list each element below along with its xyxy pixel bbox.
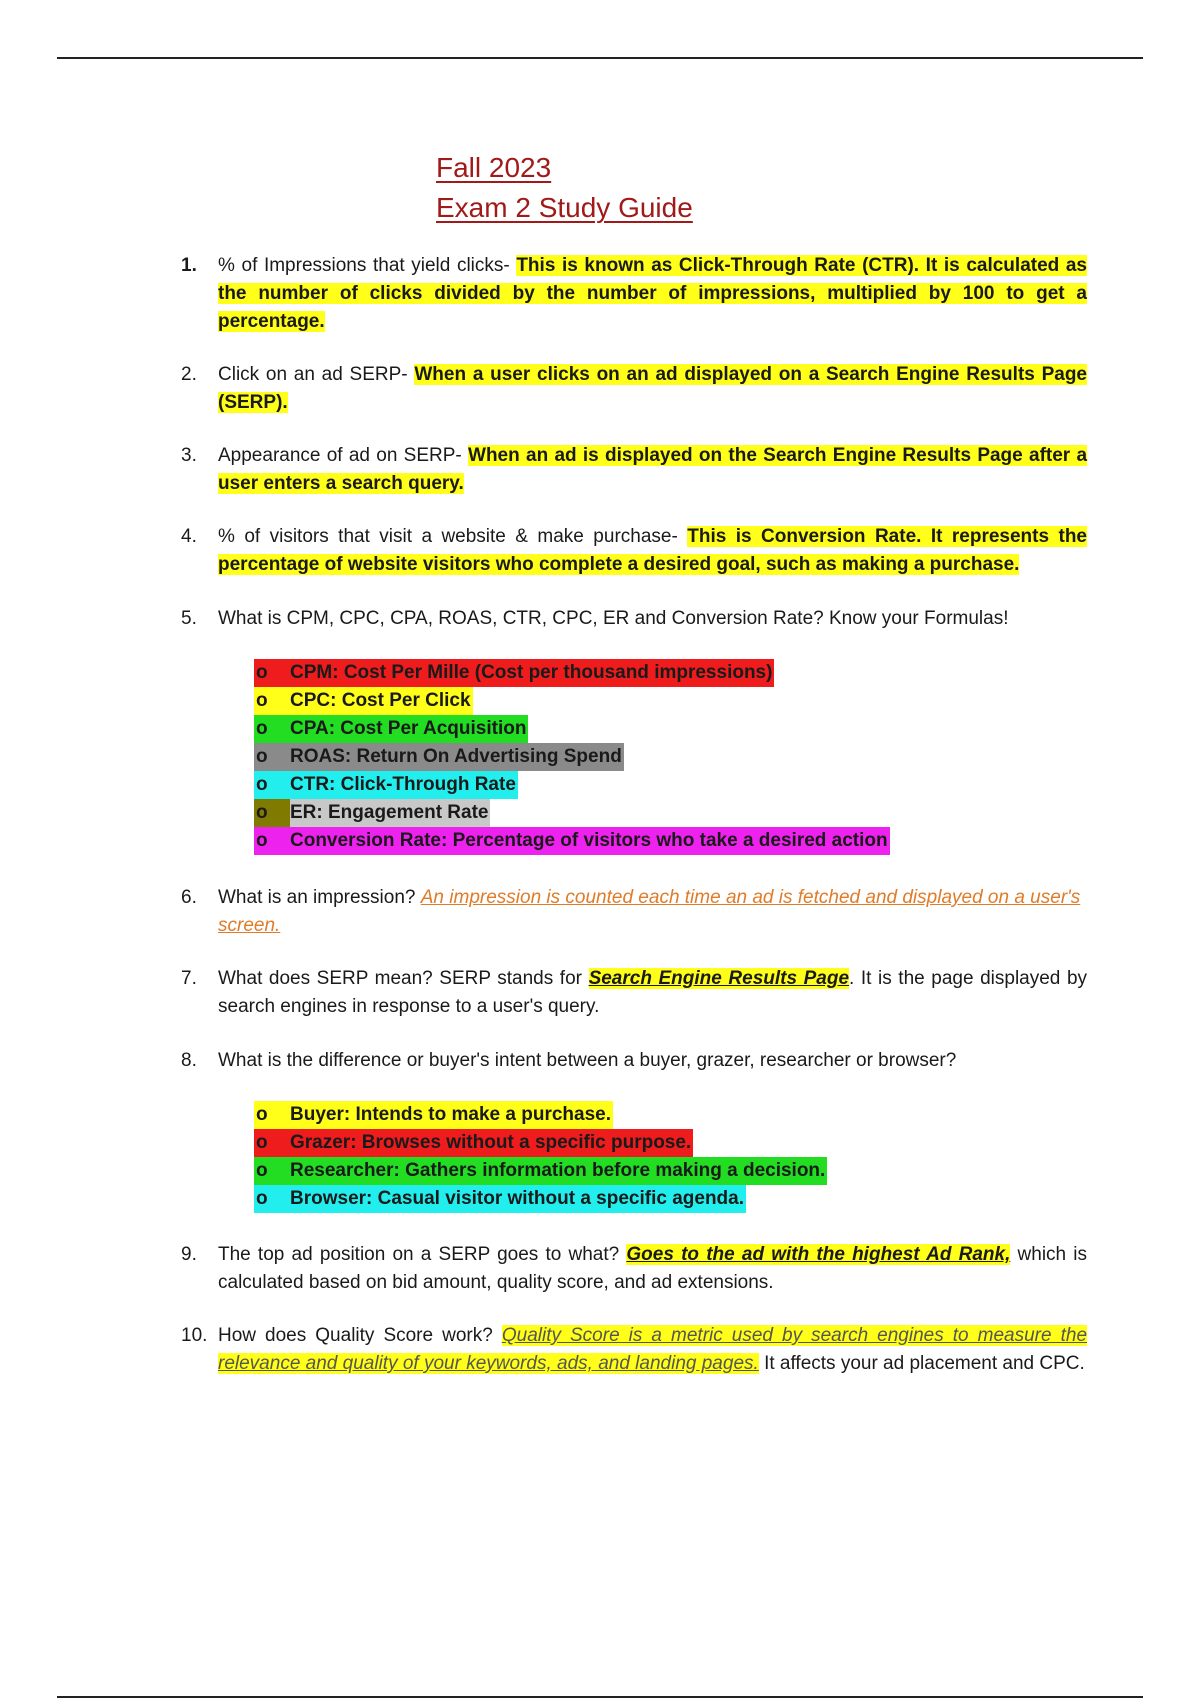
question-8 — [181, 1047, 1087, 1075]
intent-item — [254, 1185, 827, 1213]
intent-list — [254, 1101, 827, 1213]
question-prompt: % of visitors that visit a website & make purchase- — [218, 526, 678, 547]
question-prompt: How does Quality Score work? — [218, 1325, 493, 1346]
bullet-marker: o — [256, 1188, 268, 1209]
highlighted-bullet — [254, 827, 890, 855]
highlighted-bullet — [254, 771, 518, 799]
question-2 — [181, 361, 1087, 417]
highlighted-bullet — [254, 659, 774, 687]
question-3 — [181, 442, 1087, 498]
highlighted-bullet — [254, 799, 490, 827]
question-prompt: % of Impressions that yield clicks- — [218, 255, 510, 276]
metrics-list — [254, 659, 890, 855]
metric-item — [254, 743, 890, 771]
bullet-marker: o — [256, 1160, 268, 1181]
bullet-text: ROAS: Return On Advertising Spend — [290, 746, 622, 767]
question-rest: It affects your ad placement and CPC. — [758, 1353, 1085, 1374]
question-6 — [181, 884, 1087, 940]
bullet-text: ER: Engagement Rate — [290, 802, 489, 823]
intent-item — [254, 1129, 827, 1157]
question-prompt: What is an impression? — [218, 887, 416, 908]
bullet-marker: o — [256, 1132, 268, 1153]
question-answer: This is known as Click-Through Rate (CTR). It is calculated as the number of clicks divided by the number of impressions, multiplied by 100 to get a percentage. — [218, 255, 1087, 332]
question-answer: Quality Score is a metric used by search engines to measure the relevance and quality of your keywords, ads, and landing pages. — [218, 1325, 1088, 1374]
bullet-text: Grazer: Browses without a specific purpose. — [290, 1132, 692, 1153]
document-title — [436, 148, 693, 228]
bullet-text: CPC: Cost Per Click — [290, 690, 471, 711]
bullet-marker: o — [256, 1104, 268, 1125]
question-9 — [181, 1241, 1087, 1297]
bullet-text: CTR: Click-Through Rate — [290, 774, 516, 795]
highlighted-bullet — [254, 687, 473, 715]
bullet-text: Buyer: Intends to make a purchase. — [290, 1104, 611, 1125]
question-rest: which is calculated based on bid amount, quality score, and ad extensions. — [218, 1244, 1088, 1293]
bullet-marker: o — [256, 718, 268, 739]
question-prompt: What does SERP mean? SERP stands for — [218, 968, 582, 989]
question-answer: Goes to the ad with the highest Ad Rank, — [626, 1244, 1011, 1265]
metric-item — [254, 799, 890, 827]
question-prompt: The top ad position on a SERP goes to what? — [218, 1244, 620, 1265]
bullet-text: Conversion Rate: Percentage of visitors who take a desired action — [290, 830, 888, 851]
question-answer: This is Conversion Rate. It represents the percentage of website visitors who complete a desired goal, such as making a purchase. — [218, 526, 1087, 575]
question-prompt: Click on an ad SERP- — [218, 364, 408, 385]
bullet-marker: o — [256, 774, 268, 795]
question-answer: When a user clicks on an ad displayed on a Search Engine Results Page (SERP). — [218, 364, 1087, 413]
question-number: 1. — [181, 255, 197, 276]
metric-item — [254, 715, 890, 743]
highlighted-bullet — [254, 715, 528, 743]
question-prompt: Appearance of ad on SERP- — [218, 445, 462, 466]
highlighted-bullet — [254, 1157, 827, 1185]
bullet-text: CPA: Cost Per Acquisition — [290, 718, 527, 739]
question-number: 4. — [181, 526, 197, 547]
question-4 — [181, 523, 1087, 579]
bullet-text: CPM: Cost Per Mille (Cost per thousand impressions) — [290, 662, 773, 683]
question-answer: When an ad is displayed on the Search Engine Results Page after a user enters a search query. — [218, 445, 1088, 494]
question-prompt: What is CPM, CPC, CPA, ROAS, CTR, CPC, ER and Conversion Rate? Know your Formulas! — [218, 608, 1009, 629]
intent-item — [254, 1157, 827, 1185]
question-number: 3. — [181, 445, 197, 466]
question-5 — [181, 605, 1087, 633]
question-7 — [181, 965, 1087, 1021]
metric-item — [254, 687, 890, 715]
top-rule — [57, 57, 1143, 59]
question-number: 7. — [181, 968, 197, 989]
bullet-marker: o — [254, 799, 290, 827]
question-10 — [181, 1322, 1087, 1378]
highlighted-term: Search Engine Results Page — [588, 968, 850, 989]
highlighted-bullet — [254, 743, 624, 771]
bottom-rule — [57, 1696, 1143, 1698]
question-number: 6. — [181, 887, 197, 908]
highlighted-bullet — [254, 1129, 693, 1157]
question-answer: An impression is counted each time an ad is fetched and displayed on a user's screen. — [218, 887, 1081, 936]
title-heading: Exam 2 Study Guide — [436, 192, 693, 223]
intent-item — [254, 1101, 827, 1129]
highlighted-bullet — [254, 1185, 746, 1213]
metric-item — [254, 659, 890, 687]
question-1 — [181, 252, 1087, 336]
bullet-marker: o — [256, 690, 268, 711]
title-term: Fall 2023 — [436, 152, 552, 183]
bullet-text: Researcher: Gathers information before making a decision. — [290, 1160, 826, 1181]
bullet-text: Browser: Casual visitor without a specific agenda. — [290, 1188, 745, 1209]
question-number: 5. — [181, 608, 197, 629]
bullet-marker: o — [256, 662, 268, 683]
question-number: 9. — [181, 1244, 197, 1265]
metric-item — [254, 827, 890, 855]
question-number: 8. — [181, 1050, 197, 1071]
metric-item — [254, 771, 890, 799]
question-rest: . It is the page displayed by search engines in response to a user's query. — [218, 968, 1088, 1017]
question-number: 2. — [181, 364, 197, 385]
question-prompt: What is the difference or buyer's intent between a buyer, grazer, researcher or browser? — [218, 1050, 957, 1071]
bullet-marker: o — [256, 746, 268, 767]
bullet-marker: o — [256, 830, 268, 851]
question-number: 10. — [181, 1325, 208, 1346]
highlighted-bullet — [254, 1101, 613, 1129]
